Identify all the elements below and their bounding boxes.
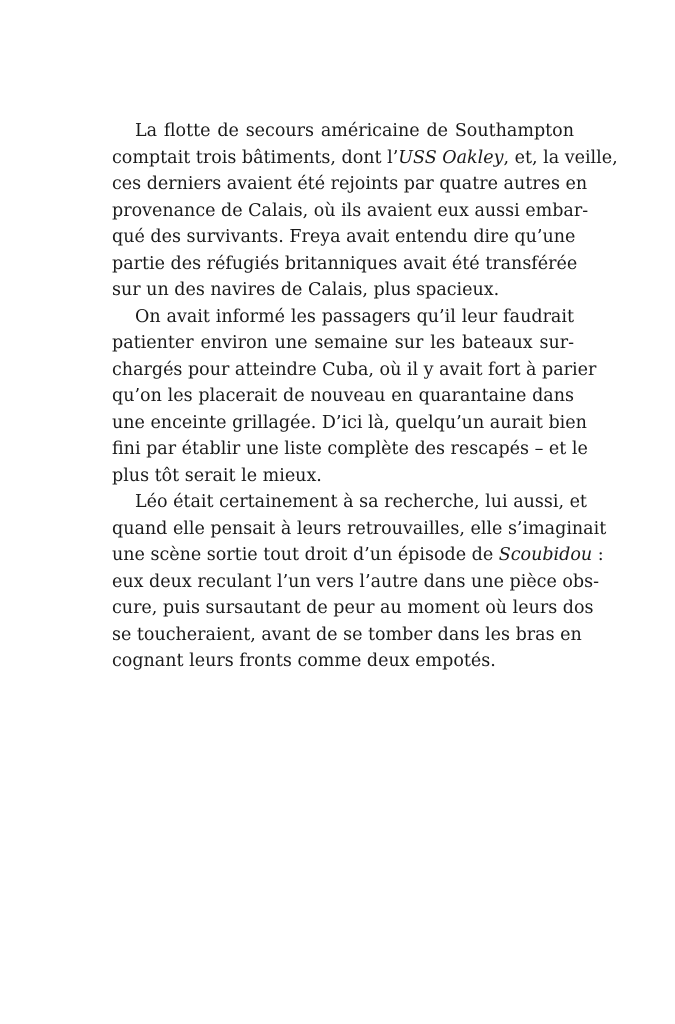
text-line	[112, 198, 589, 225]
text-line	[112, 569, 600, 596]
text-line	[112, 648, 574, 675]
text-line	[112, 595, 594, 622]
text-segment: cognant leurs fronts comme deux empotés.	[112, 651, 496, 671]
text-line	[112, 489, 587, 516]
text-line	[112, 463, 574, 490]
paragraph	[112, 304, 597, 490]
text-segment: fini par établir une liste complète des rescapés – et le	[112, 439, 588, 459]
text-segment: comptait trois bâtiments, dont l’	[112, 147, 399, 168]
text-segment: quand elle pensait à leurs retrouvailles, elle s’imaginait	[112, 518, 607, 539]
italic-title: Scoubidou	[498, 545, 593, 565]
text-segment: chargés pour atteindre Cuba, où il y avait fort à parier	[112, 359, 597, 380]
text-line	[112, 145, 618, 172]
text-segment: On avait informé les passagers qu’il leur faudrait	[135, 306, 574, 327]
text-segment: qu’on les placerait de nouveau en quarantaine dans	[112, 386, 574, 406]
text-line	[112, 516, 607, 543]
text-segment: La flotte de secours américaine de Southampton	[135, 121, 574, 141]
text-segment: se toucheraient, avant de se tomber dans les bras en	[112, 624, 582, 645]
paragraph	[112, 118, 618, 304]
text-line	[112, 224, 574, 251]
paragraph	[112, 489, 607, 675]
text-segment: Léo était certainement à sa recherche, lui aussi, et	[135, 492, 587, 512]
text-segment: eux deux reculant l’un vers l’autre dans une pièce obs-	[112, 571, 600, 592]
text-line	[112, 622, 582, 649]
text-line	[112, 410, 587, 437]
text-line	[112, 436, 588, 463]
text-segment: une enceinte grillagée. D’ici là, quelqu’un aurait bien	[112, 412, 587, 433]
text-line	[112, 171, 588, 198]
text-segment: cure, puis sursautant de peur au moment où leurs dos	[112, 598, 594, 618]
text-segment: partie des réfugiés britanniques avait été transférée	[112, 253, 578, 274]
text-line	[112, 118, 574, 145]
text-segment: sur un des navires de Calais, plus spacieux.	[112, 280, 500, 300]
text-line	[112, 277, 574, 304]
text-line	[112, 542, 604, 569]
text-line	[112, 383, 574, 410]
italic-title: USS Oakley	[398, 147, 504, 168]
text-line	[112, 357, 597, 384]
text-segment: :	[592, 545, 604, 565]
text-segment: plus tôt serait le mieux.	[112, 465, 322, 486]
text-segment: ces derniers avaient été rejoints par quatre autres en	[112, 174, 588, 194]
text-segment: provenance de Calais, où ils avaient eux aussi embar-	[112, 200, 589, 221]
text-segment: , et, la veille,	[503, 147, 618, 168]
text-segment: patienter environ une semaine sur les bateaux sur-	[112, 333, 574, 353]
text-segment: qué des survivants. Freya avait entendu dire qu’une	[112, 227, 576, 247]
text-line	[112, 330, 574, 357]
text-line	[112, 304, 574, 331]
body-text	[112, 118, 618, 675]
text-segment: une scène sortie tout droit d’un épisode de	[112, 545, 499, 565]
text-line	[112, 251, 578, 278]
